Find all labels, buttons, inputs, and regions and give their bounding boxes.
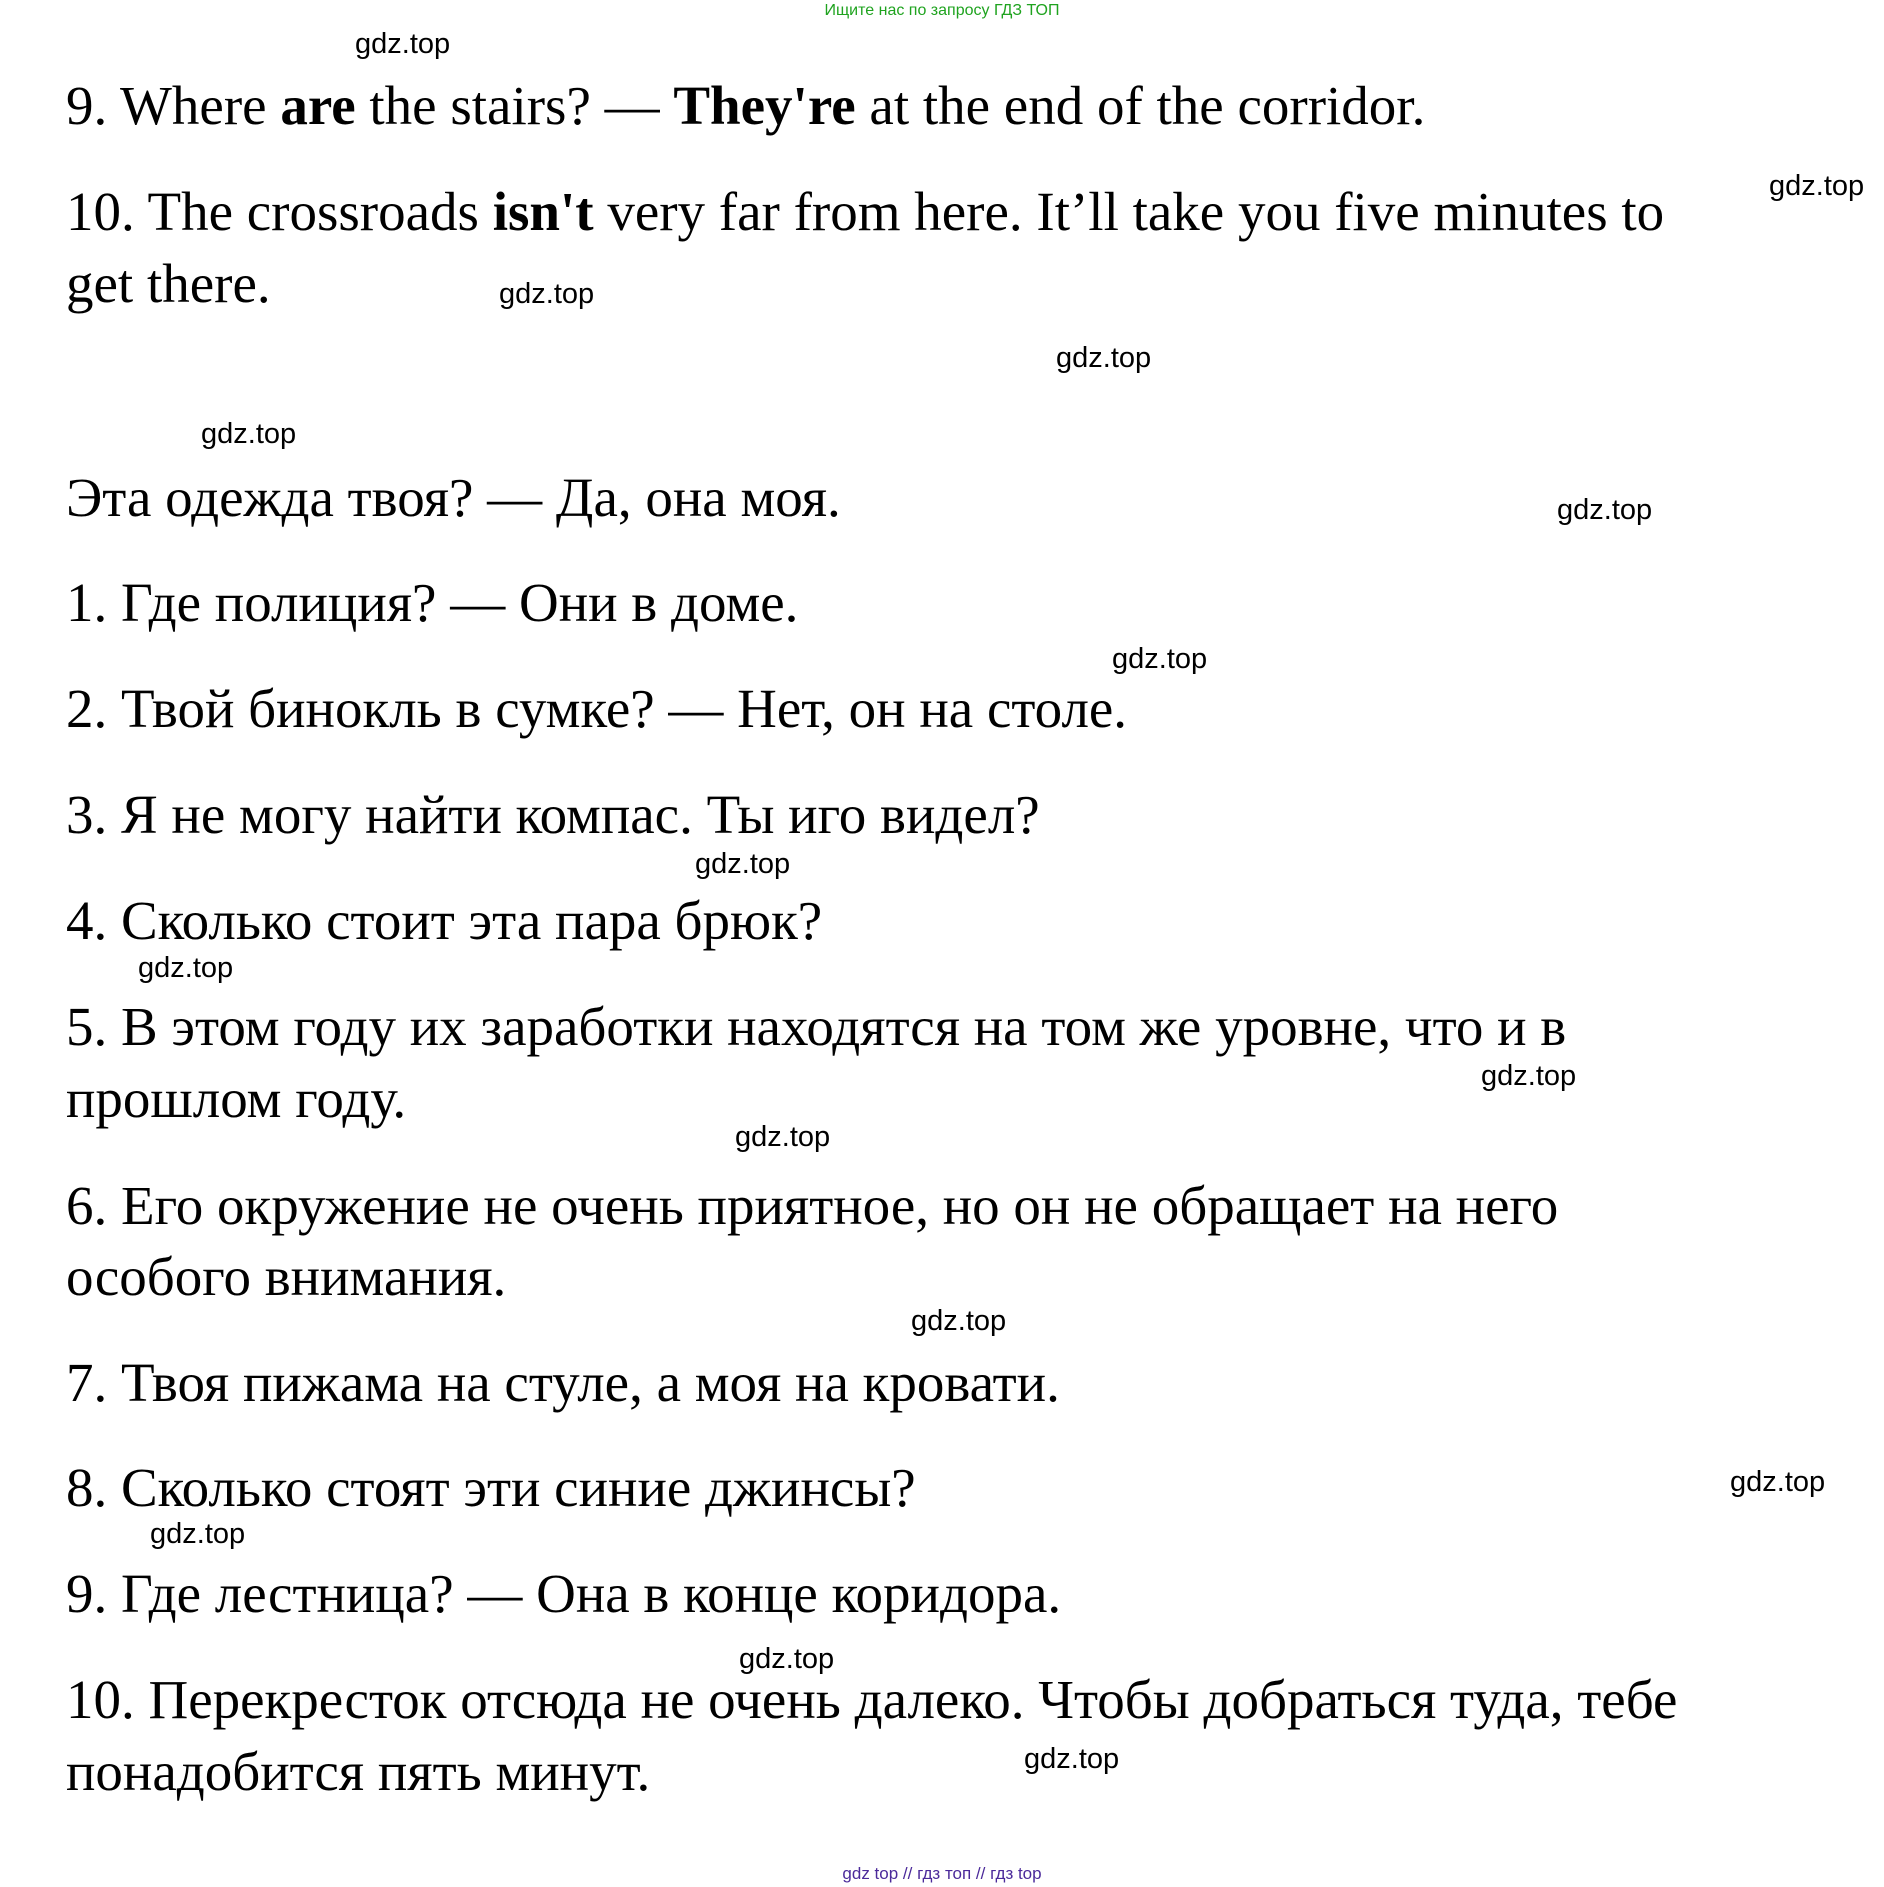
watermark: gdz.top [355,28,451,60]
russian-item-6-cont: особого внимания. [66,1246,507,1307]
russian-item-1: 1. Где полиция? — Они в доме. [66,572,799,633]
english-item-9: 9. Where are the stairs? — They're at the end of the corridor. [66,75,1426,136]
russian-item-8: 8. Сколько стоят эти синие джинсы? [66,1457,916,1518]
watermark: gdz.top [1481,1060,1577,1092]
watermark: gdz.top [739,1643,835,1675]
watermark: gdz.top [1024,1743,1120,1775]
watermark: gdz.top [1557,494,1653,526]
watermark: gdz.top [1730,1466,1826,1498]
watermark: gdz.top [499,278,595,310]
russian-item-6: 6. Его окружение не очень приятное, но он не обращает на него [66,1175,1559,1236]
watermark: gdz.top [695,848,791,880]
top-banner: Ищите нас по запросу ГДЗ ТОП [824,2,1060,19]
english-item-10-cont: get there. [66,253,271,314]
russian-item-2: 2. Твой бинокль в сумке? — Нет, он на столе. [66,678,1128,739]
watermark: gdz.top [1112,643,1208,675]
watermark: gdz.top [735,1121,831,1153]
russian-item-9: 9. Где лестница? — Она в конце коридора. [66,1563,1062,1624]
watermark: gdz.top [150,1518,246,1550]
english-item-10: 10. The crossroads isn't very far from here. It’ll take you five minutes to [66,181,1665,242]
russian-item-10-cont: понадобится пять минут. [66,1741,651,1802]
russian-item-10: 10. Перекресток отсюда не очень далеко. Чтобы добраться туда, тебе [66,1669,1678,1730]
russian-example: Эта одежда твоя? — Да, она моя. [66,467,841,528]
watermark: gdz.top [138,952,234,984]
russian-item-5-cont: прошлом году. [66,1068,407,1129]
watermark: gdz.top [1769,170,1865,202]
russian-item-7: 7. Твоя пижама на стуле, а моя на кровати. [66,1352,1060,1413]
watermark: gdz.top [911,1305,1007,1337]
russian-item-3: 3. Я не могу найти компас. Ты иго видел? [66,784,1040,845]
watermark: gdz.top [1056,342,1152,374]
russian-item-5: 5. В этом году их заработки находятся на том же уровне, что и в [66,996,1567,1057]
watermark: gdz.top [201,418,297,450]
russian-item-4: 4. Сколько стоит эта пара брюк? [66,890,823,951]
bottom-footer: gdz top // гдз топ // гдз top [842,1864,1042,1883]
